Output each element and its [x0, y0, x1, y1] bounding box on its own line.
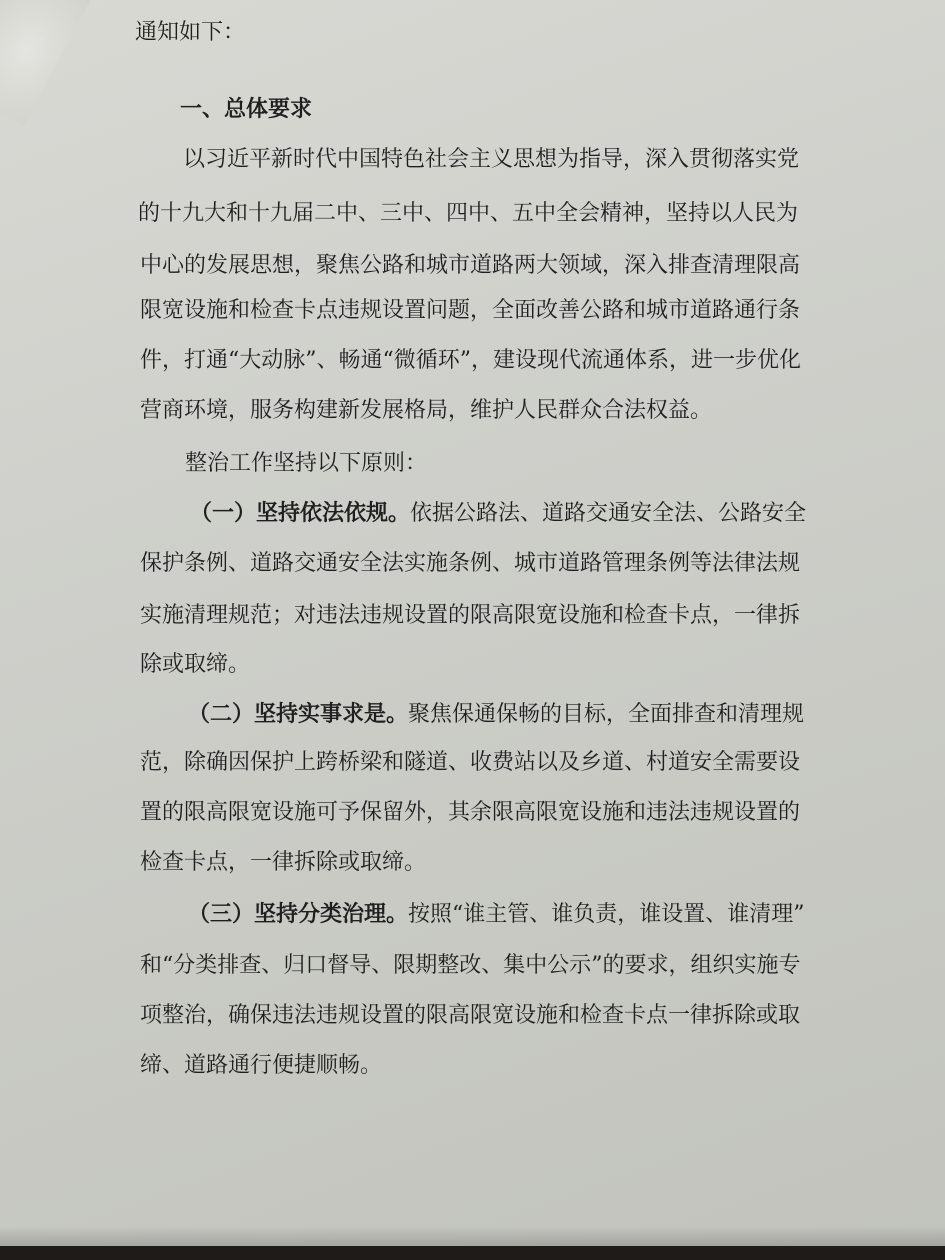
- section-heading-1: [180, 98, 312, 120]
- text-line-16: 置的限高限宽设施可予保留外，其余限高限宽设施和违法违规设置的: [140, 800, 801, 825]
- text-line-19: 和“分类排查、归口督导、限期整改、集中公示”的要求，组织实施专: [140, 953, 801, 978]
- text-line-9: 整治工作坚持以下原则：: [185, 451, 428, 476]
- principle-2-line-3: [140, 802, 800, 824]
- paragraph-1-line-3: [140, 255, 800, 277]
- principle-2-line-2: [140, 752, 800, 774]
- table-surface: [0, 1246, 945, 1260]
- principle-1-line-3: [140, 605, 800, 627]
- principle-1-line-4: [140, 654, 250, 676]
- text-line-17: 检查卡点，一律拆除或取缔。: [140, 850, 427, 875]
- principle-2-line-1: [188, 703, 804, 726]
- text-line-15: 范，除确因保护上跨桥梁和隧道、收费站以及乡道、村道安全需要设: [140, 750, 801, 775]
- text-line-1: 通知如下：: [135, 20, 246, 45]
- principle-2-line-4: [140, 852, 426, 874]
- paragraph-1-line-1: [183, 149, 799, 171]
- principle-1-line-1: [190, 502, 806, 525]
- paragraph-1-line-4: [140, 300, 800, 322]
- text-line-7: 件，打通“大动脉”、畅通“微循环”，建设现代流通体系，进一步优化: [140, 348, 801, 373]
- text-line-8: 营商环境，服务构建新发展格局，维护人民群众合法权益。: [140, 398, 713, 423]
- paragraph-1-line-6: [140, 400, 712, 422]
- principle-2-heading: （二）坚持实事求是。: [188, 701, 409, 727]
- text-line-4: 的十九大和十九届二中、三中、四中、五中全会精神，坚持以人民为: [138, 201, 799, 226]
- text-line-20: 项整治，确保违法违规设置的限高限宽设施和检查卡点一律拆除或取: [140, 1003, 801, 1028]
- principle-1-text: 依据公路法、道路交通安全法、公路安全: [410, 501, 807, 526]
- text-line-3: 以习近平新时代中国特色社会主义思想为指导，深入贯彻落实党: [183, 147, 800, 172]
- text-line-13: 除或取缔。: [140, 652, 251, 677]
- page-bottom-shadow: [0, 1226, 945, 1248]
- text-line-21: 缔、道路通行便捷顺畅。: [140, 1053, 383, 1078]
- intro-line: [135, 22, 245, 44]
- principle-3-line-2: [140, 955, 801, 977]
- page-curl: [0, 0, 103, 126]
- text-line-5: 中心的发展思想，聚焦公路和城市道路两大领域，深入排查清理限高: [140, 253, 801, 278]
- principle-1-line-2: [140, 553, 800, 575]
- principle-2-text: 聚焦保通保畅的目标，全面排查和清理规: [408, 702, 805, 727]
- principles-intro: [185, 453, 427, 475]
- principle-3-line-3: [140, 1005, 800, 1027]
- paragraph-1-line-5: [140, 350, 801, 372]
- principle-3-heading: （三）坚持分类治理。: [188, 901, 409, 927]
- principle-3-line-4: [140, 1055, 382, 1077]
- paragraph-1-line-2: [138, 203, 798, 225]
- text-line-6: 限宽设施和检查卡点违规设置问题，全面改善公路和城市道路通行条: [140, 298, 801, 323]
- section-title: 一、总体要求: [180, 96, 313, 122]
- principle-3-text: 按照“谁主管、谁负责，谁设置、谁清理”: [408, 902, 805, 927]
- text-line-11: 保护条例、道路交通安全法实施条例、城市道路管理条例等法律法规: [140, 551, 801, 576]
- principle-1-heading: （一）坚持依法依规。: [190, 500, 411, 526]
- principle-3-line-1: [188, 903, 805, 926]
- text-line-12: 实施清理规范；对违法违规设置的限高限宽设施和检查卡点，一律拆: [140, 603, 801, 628]
